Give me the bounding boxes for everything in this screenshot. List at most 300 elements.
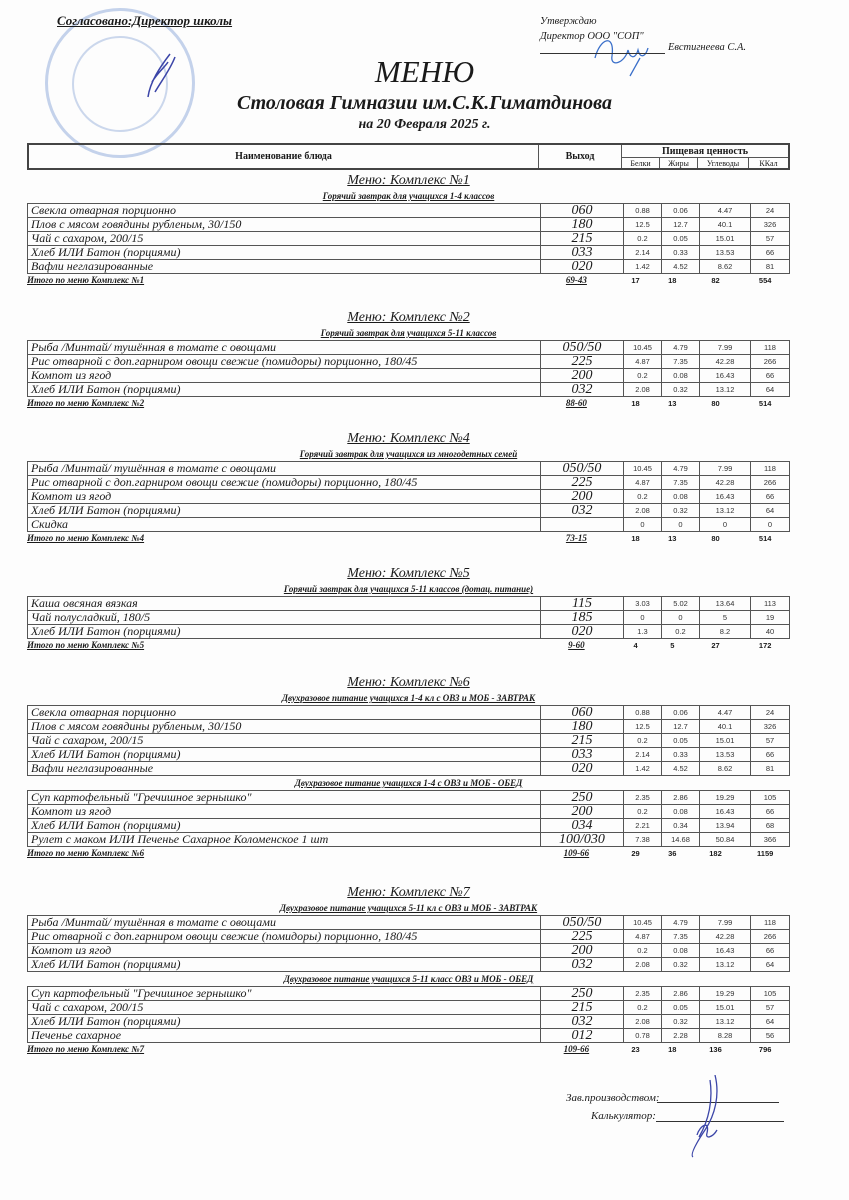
kcal: 66	[751, 369, 790, 383]
protein: 12.5	[624, 720, 662, 734]
dish-output: 200	[541, 490, 624, 504]
total-label: Итого по меню Комплекс №2	[27, 398, 145, 408]
protein: 2.08	[624, 1015, 662, 1029]
group-subtitle: Горячий завтрак для учащихся 1-4 классов	[322, 191, 495, 201]
fat: 14.68	[662, 833, 700, 847]
carbs: 19.29	[700, 987, 751, 1001]
carbs: 40.1	[700, 720, 751, 734]
fat: 0	[662, 611, 700, 625]
dish-output: 225	[541, 476, 624, 490]
carbs: 5	[700, 611, 751, 625]
dish-output: 200	[541, 805, 624, 819]
table-row	[28, 748, 790, 762]
dish-output: 050/50	[541, 916, 624, 930]
kcal: 66	[751, 246, 790, 260]
dish-output: 185	[541, 611, 624, 625]
menu-table	[27, 986, 790, 1043]
total-fat: 18	[668, 1045, 677, 1054]
table-row	[28, 805, 790, 819]
kcal: 81	[751, 260, 790, 274]
total-protein: 4	[633, 641, 638, 650]
fat: 0.2	[662, 625, 700, 639]
menu-section-4	[27, 430, 790, 545]
dish-name: Хлеб ИЛИ Батон (порциями)	[28, 246, 541, 260]
section-title: Меню: Комплекс №4	[347, 431, 470, 446]
dish-name: Вафли неглазированные	[28, 260, 541, 274]
table-row	[28, 833, 790, 847]
group-subtitle: Горячий завтрак для учащихся из многодетных семей	[299, 449, 518, 459]
dish-output: 020	[541, 625, 624, 639]
carbs: 4.47	[700, 204, 751, 218]
table-row	[28, 355, 790, 369]
menu-table	[27, 596, 790, 639]
total-fat: 13	[668, 399, 677, 408]
kcal: 64	[751, 1015, 790, 1029]
dish-output: 100/030	[541, 833, 624, 847]
table-row	[28, 341, 790, 355]
dish-name: Хлеб ИЛИ Батон (порциями)	[28, 504, 541, 518]
protein: 0.88	[624, 706, 662, 720]
group-subtitle: Горячий завтрак для учащихся 5-11 классов (дотац. питание)	[283, 584, 534, 594]
table-row	[28, 462, 790, 476]
dish-output: 250	[541, 987, 624, 1001]
menu-table	[27, 915, 790, 972]
col-header-carbs: Углеводы	[698, 158, 749, 170]
kcal: 105	[751, 987, 790, 1001]
dish-name: Чай полусладкий, 180/5	[28, 611, 541, 625]
fat: 0.08	[662, 490, 700, 504]
fat: 4.52	[662, 260, 700, 274]
dish-output: 033	[541, 748, 624, 762]
section-title: Меню: Комплекс №2	[347, 310, 470, 325]
kcal: 81	[751, 762, 790, 776]
dish-output: 032	[541, 504, 624, 518]
total-kcal: 796	[758, 1045, 772, 1054]
table-row	[28, 597, 790, 611]
total-fat: 5	[670, 641, 675, 650]
dish-output: 115	[541, 597, 624, 611]
protein: 2.35	[624, 987, 662, 1001]
dish-output: 200	[541, 944, 624, 958]
protein: 0.2	[624, 734, 662, 748]
carbs: 8.62	[700, 260, 751, 274]
dish-name: Хлеб ИЛИ Батон (порциями)	[28, 748, 541, 762]
protein: 0.88	[624, 204, 662, 218]
carbs: 13.12	[700, 383, 751, 397]
dish-output: 180	[541, 720, 624, 734]
kcal: 266	[751, 476, 790, 490]
fat: 0.05	[662, 232, 700, 246]
protein: 1.42	[624, 762, 662, 776]
total-carbs: 80	[711, 534, 720, 543]
total-kcal: 1159	[757, 849, 774, 858]
kcal: 118	[751, 462, 790, 476]
total-fat: 18	[668, 276, 677, 285]
protein: 3.03	[624, 597, 662, 611]
carbs: 13.53	[700, 748, 751, 762]
dish-name: Скидка	[28, 518, 541, 532]
carbs: 16.43	[700, 490, 751, 504]
total-price: 109-66	[563, 848, 590, 858]
kcal: 57	[751, 734, 790, 748]
total-carbs: 136	[709, 1045, 722, 1054]
dish-name: Компот из ягод	[28, 369, 541, 383]
kcal: 24	[751, 204, 790, 218]
dish-name: Каша овсяная вязкая	[28, 597, 541, 611]
protein: 0.2	[624, 1001, 662, 1015]
dish-name: Вафли неглазированные	[28, 762, 541, 776]
carbs: 8.2	[700, 625, 751, 639]
dish-output: 020	[541, 260, 624, 274]
total-carbs: 182	[709, 849, 722, 858]
protein: 7.38	[624, 833, 662, 847]
dish-output: 032	[541, 383, 624, 397]
dish-name: Хлеб ИЛИ Батон (порциями)	[28, 958, 541, 972]
dish-output	[541, 518, 624, 532]
table-row	[28, 720, 790, 734]
kcal: 66	[751, 490, 790, 504]
table-row	[28, 246, 790, 260]
dish-output: 034	[541, 819, 624, 833]
dish-name: Компот из ягод	[28, 805, 541, 819]
protein: 0.2	[624, 490, 662, 504]
column-header-table	[27, 143, 790, 170]
canteen-name: Столовая Гимназии им.С.К.Гиматдинова	[237, 92, 612, 114]
total-label: Итого по меню Комплекс №5	[27, 640, 145, 650]
fat: 0.08	[662, 944, 700, 958]
section-total	[27, 274, 790, 287]
protein: 4.87	[624, 476, 662, 490]
col-header-kcal: ККал	[749, 158, 790, 170]
menu-date: на 20 Февраля 2025 г.	[358, 117, 491, 132]
dish-name: Хлеб ИЛИ Батон (порциями)	[28, 819, 541, 833]
table-row	[28, 204, 790, 218]
fat: 2.28	[662, 1029, 700, 1043]
col-header-protein: Белки	[622, 158, 660, 170]
dish-output: 060	[541, 706, 624, 720]
dish-output: 033	[541, 246, 624, 260]
dish-name: Компот из ягод	[28, 944, 541, 958]
table-row	[28, 518, 790, 532]
total-price: 109-66	[563, 1044, 590, 1054]
menu-table	[27, 705, 790, 776]
total-label: Итого по меню Комплекс №4	[27, 533, 145, 543]
protein: 0.2	[624, 805, 662, 819]
protein: 0.2	[624, 369, 662, 383]
table-row	[28, 232, 790, 246]
fat: 7.35	[662, 476, 700, 490]
table-row	[28, 476, 790, 490]
carbs: 42.28	[700, 476, 751, 490]
carbs: 0	[700, 518, 751, 532]
protein: 0.2	[624, 944, 662, 958]
protein: 12.5	[624, 218, 662, 232]
dish-name: Рис отварной с доп.гарниром овощи свежие (помидоры) порционно, 180/45	[28, 476, 541, 490]
protein: 2.14	[624, 246, 662, 260]
menu-table	[27, 340, 790, 397]
group-subtitle: Двухразовое питание учащихся 1-4 кл с ОВЗ и МОБ - ЗАВТРАК	[281, 693, 536, 703]
menu-table	[27, 790, 790, 847]
fat: 0.08	[662, 369, 700, 383]
total-kcal: 172	[758, 641, 772, 650]
fat: 0.32	[662, 1015, 700, 1029]
col-header-output: Выход	[539, 144, 622, 169]
dish-name: Суп картофельный "Гречишное зернышко"	[28, 987, 541, 1001]
total-kcal: 514	[758, 399, 772, 408]
section-total	[27, 1043, 790, 1056]
carbs: 13.12	[700, 1015, 751, 1029]
kcal: 64	[751, 958, 790, 972]
kcal: 57	[751, 1001, 790, 1015]
group-subtitle: Двухразовое питание учащихся 5-11 класс ОВЗ и МОБ - ОБЕД	[283, 974, 534, 984]
total-price: 73-15	[565, 533, 587, 543]
table-row	[28, 218, 790, 232]
group-subtitle: Двухразовое питание учащихся 5-11 кл с ОВЗ и МОБ - ЗАВТРАК	[279, 903, 538, 913]
fat: 4.52	[662, 762, 700, 776]
kcal: 56	[751, 1029, 790, 1043]
carbs: 42.28	[700, 930, 751, 944]
table-row	[28, 987, 790, 1001]
protein: 0	[624, 518, 662, 532]
kcal: 24	[751, 706, 790, 720]
table-row	[28, 383, 790, 397]
protein: 0.2	[624, 232, 662, 246]
carbs: 50.84	[700, 833, 751, 847]
total-protein: 23	[631, 1045, 640, 1054]
carbs: 13.12	[700, 504, 751, 518]
table-row	[28, 819, 790, 833]
dish-name: Рис отварной с доп.гарниром овощи свежие (помидоры) порционно, 180/45	[28, 355, 541, 369]
carbs: 15.01	[700, 734, 751, 748]
calculator-signature-icon	[685, 1075, 735, 1160]
fat: 4.79	[662, 916, 700, 930]
menu-table	[27, 203, 790, 274]
kcal: 66	[751, 748, 790, 762]
carbs: 7.99	[700, 916, 751, 930]
total-fat: 36	[668, 849, 677, 858]
total-label: Итого по меню Комплекс №1	[27, 275, 145, 285]
table-row	[28, 260, 790, 274]
kcal: 64	[751, 504, 790, 518]
col-header-nutrition: Пищевая ценность	[622, 144, 790, 158]
dish-name: Рис отварной с доп.гарниром овощи свежие (помидоры) порционно, 180/45	[28, 930, 541, 944]
menu-table	[27, 461, 790, 532]
total-protein: 18	[631, 534, 640, 543]
dish-output: 180	[541, 218, 624, 232]
table-row	[28, 791, 790, 805]
table-row	[28, 944, 790, 958]
total-label: Итого по меню Комплекс №7	[27, 1044, 145, 1054]
table-row	[28, 1029, 790, 1043]
section-total	[27, 639, 790, 652]
protein: 2.08	[624, 383, 662, 397]
fat: 0.33	[662, 246, 700, 260]
col-header-name: Наименование блюда	[28, 144, 539, 169]
protein: 10.45	[624, 916, 662, 930]
table-row	[28, 1015, 790, 1029]
carbs: 7.99	[700, 341, 751, 355]
dish-name: Чай с сахаром, 200/15	[28, 232, 541, 246]
page-title: МЕНЮ	[374, 54, 475, 89]
protein: 1.42	[624, 260, 662, 274]
carbs: 16.43	[700, 805, 751, 819]
dish-name: Компот из ягод	[28, 490, 541, 504]
kcal: 0	[751, 518, 790, 532]
dish-output: 225	[541, 930, 624, 944]
protein: 0.78	[624, 1029, 662, 1043]
table-row	[28, 1001, 790, 1015]
approver-name: Евстигнеева С.А.	[668, 42, 746, 53]
fat: 2.86	[662, 791, 700, 805]
protein: 10.45	[624, 462, 662, 476]
total-protein: 17	[631, 276, 640, 285]
section-title: Меню: Комплекс №1	[347, 173, 470, 188]
agreed-label: Согласовано:Директор школы	[57, 13, 233, 28]
total-protein: 18	[631, 399, 640, 408]
dish-output: 050/50	[541, 462, 624, 476]
total-price: 9-60	[568, 640, 585, 650]
kcal: 64	[751, 383, 790, 397]
menu-section-5	[27, 565, 790, 652]
protein: 1.3	[624, 625, 662, 639]
total-carbs: 80	[711, 399, 720, 408]
menu-section-2	[27, 309, 790, 410]
fat: 0.32	[662, 958, 700, 972]
protein: 0	[624, 611, 662, 625]
dish-output: 032	[541, 958, 624, 972]
carbs: 13.94	[700, 819, 751, 833]
fat: 4.79	[662, 341, 700, 355]
protein: 10.45	[624, 341, 662, 355]
kcal: 68	[751, 819, 790, 833]
fat: 4.79	[662, 462, 700, 476]
dish-output: 215	[541, 232, 624, 246]
fat: 0.32	[662, 383, 700, 397]
section-title: Меню: Комплекс №7	[347, 885, 470, 900]
total-price: 88-60	[565, 398, 587, 408]
dish-output: 225	[541, 355, 624, 369]
calculator-label: Калькулятор:	[591, 1110, 656, 1122]
table-row	[28, 369, 790, 383]
kcal: 19	[751, 611, 790, 625]
fat: 0	[662, 518, 700, 532]
fat: 2.86	[662, 987, 700, 1001]
approve-position: Директор ООО "СОП"	[540, 31, 644, 42]
carbs: 4.47	[700, 706, 751, 720]
fat: 0.32	[662, 504, 700, 518]
dish-name: Свекла отварная порционно	[28, 204, 541, 218]
protein: 4.87	[624, 930, 662, 944]
dish-name: Рыба /Минтай/ тушённая в томате с овощами	[28, 916, 541, 930]
carbs: 15.01	[700, 232, 751, 246]
total-fat: 13	[668, 534, 677, 543]
dish-output: 020	[541, 762, 624, 776]
total-kcal: 514	[758, 534, 772, 543]
dish-output: 215	[541, 1001, 624, 1015]
carbs: 19.29	[700, 791, 751, 805]
kcal: 66	[751, 944, 790, 958]
kcal: 326	[751, 720, 790, 734]
carbs: 8.62	[700, 762, 751, 776]
fat: 0.33	[662, 748, 700, 762]
dish-name: Свекла отварная порционно	[28, 706, 541, 720]
menu-section-6	[27, 674, 790, 860]
section-total	[27, 532, 790, 545]
protein: 2.14	[624, 748, 662, 762]
dish-name: Хлеб ИЛИ Батон (порциями)	[28, 383, 541, 397]
kcal: 266	[751, 930, 790, 944]
kcal: 66	[751, 805, 790, 819]
carbs: 16.43	[700, 944, 751, 958]
fat: 0.06	[662, 204, 700, 218]
dish-output: 060	[541, 204, 624, 218]
fat: 12.7	[662, 218, 700, 232]
table-row	[28, 504, 790, 518]
col-header-fat: Жиры	[660, 158, 698, 170]
menu-section-7	[27, 884, 790, 1056]
dish-output: 012	[541, 1029, 624, 1043]
carbs: 7.99	[700, 462, 751, 476]
carbs: 13.12	[700, 958, 751, 972]
fat: 7.35	[662, 355, 700, 369]
fat: 0.06	[662, 706, 700, 720]
carbs: 8.28	[700, 1029, 751, 1043]
kcal: 105	[751, 791, 790, 805]
table-row	[28, 490, 790, 504]
dish-name: Хлеб ИЛИ Батон (порциями)	[28, 625, 541, 639]
table-row	[28, 706, 790, 720]
fat: 0.08	[662, 805, 700, 819]
carbs: 15.01	[700, 1001, 751, 1015]
dish-output: 200	[541, 369, 624, 383]
fat: 0.05	[662, 734, 700, 748]
dish-name: Рыба /Минтай/ тушённая в томате с овощами	[28, 341, 541, 355]
dish-name: Чай с сахаром, 200/15	[28, 734, 541, 748]
total-carbs: 82	[711, 276, 720, 285]
table-row	[28, 625, 790, 639]
table-row	[28, 930, 790, 944]
table-row	[28, 734, 790, 748]
protein: 2.35	[624, 791, 662, 805]
section-title: Меню: Комплекс №5	[347, 566, 470, 581]
protein: 2.08	[624, 958, 662, 972]
dish-output: 250	[541, 791, 624, 805]
carbs: 40.1	[700, 218, 751, 232]
total-label: Итого по меню Комплекс №6	[27, 848, 145, 858]
menu-section-1	[27, 172, 790, 287]
section-title: Меню: Комплекс №6	[347, 675, 470, 690]
dish-output: 215	[541, 734, 624, 748]
carbs: 16.43	[700, 369, 751, 383]
kcal: 118	[751, 341, 790, 355]
fat: 0.05	[662, 1001, 700, 1015]
kcal: 57	[751, 232, 790, 246]
carbs: 13.64	[700, 597, 751, 611]
carbs: 42.28	[700, 355, 751, 369]
production-head-label: Зав.производством:	[566, 1092, 660, 1104]
table-row	[28, 611, 790, 625]
kcal: 40	[751, 625, 790, 639]
fat: 12.7	[662, 720, 700, 734]
kcal: 366	[751, 833, 790, 847]
protein: 2.08	[624, 504, 662, 518]
protein: 4.87	[624, 355, 662, 369]
section-total	[27, 847, 790, 860]
group-subtitle: Двухразовое питание учащихся 1-4 с ОВЗ и МОБ - ОБЕД	[294, 778, 523, 788]
kcal: 113	[751, 597, 790, 611]
fat: 7.35	[662, 930, 700, 944]
table-row	[28, 916, 790, 930]
